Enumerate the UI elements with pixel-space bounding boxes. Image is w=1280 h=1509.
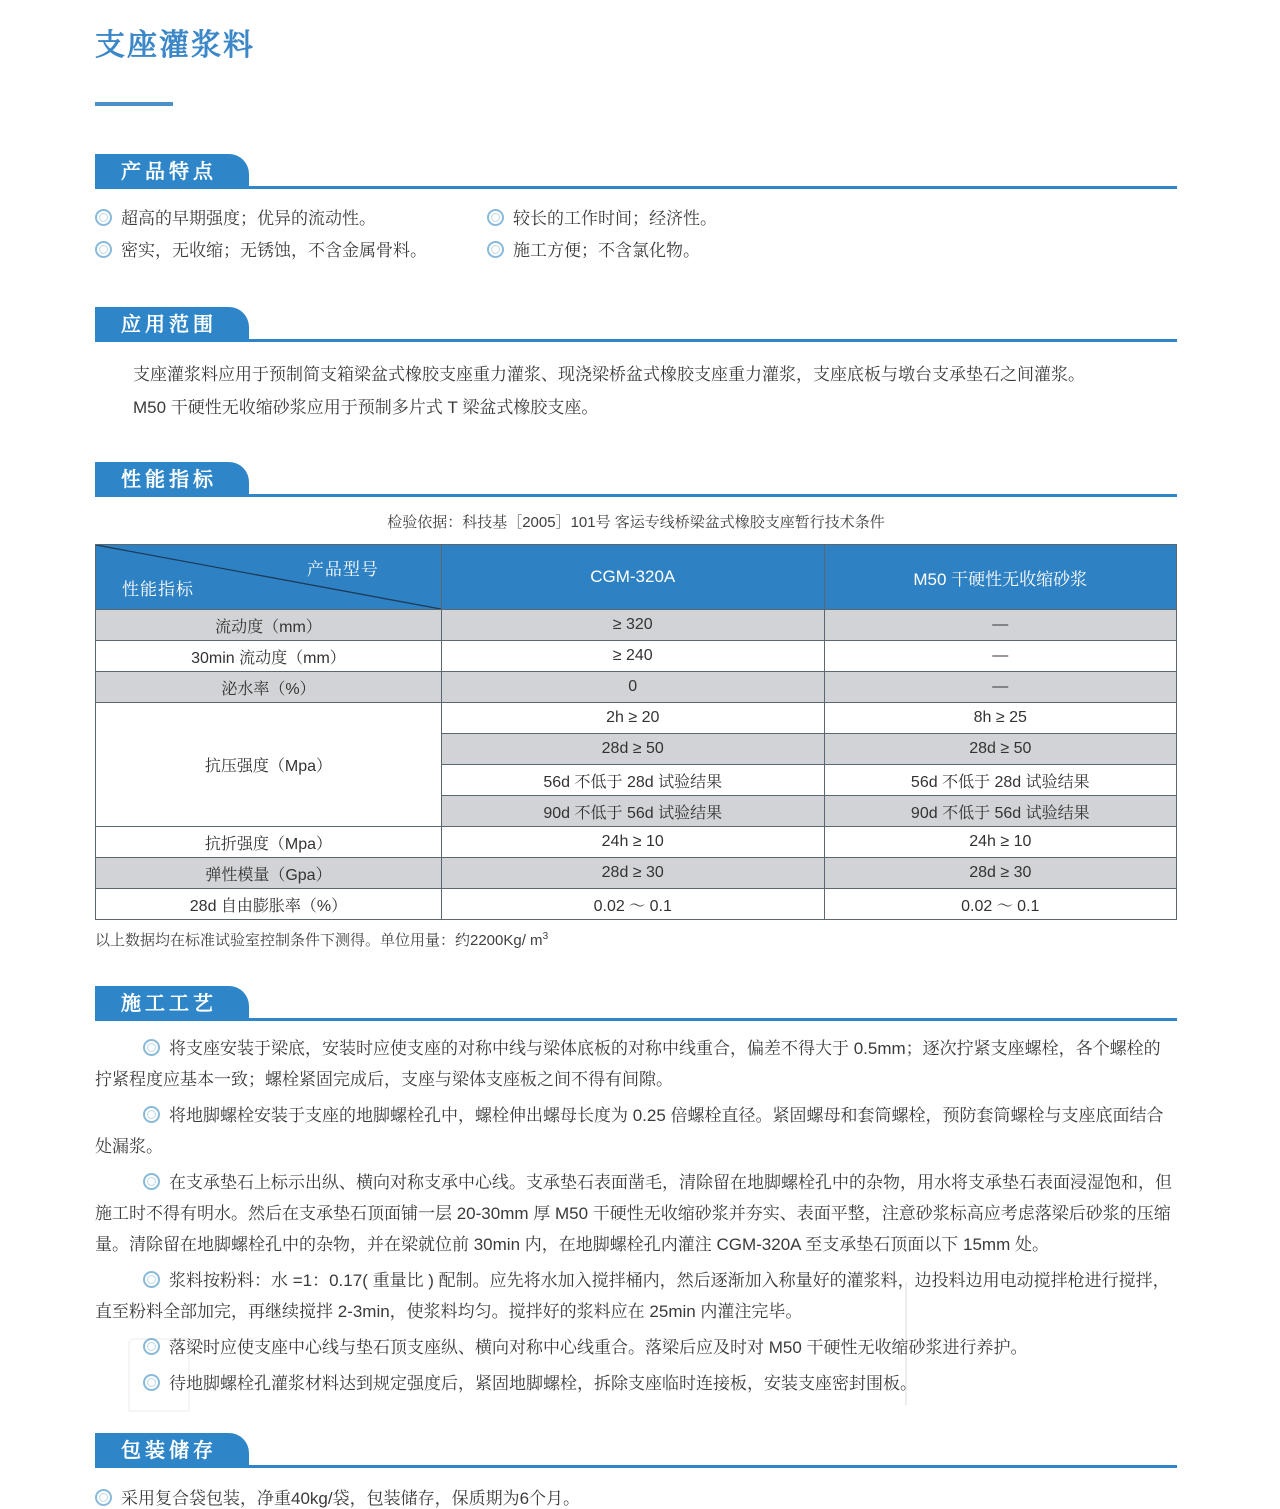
row-label: 流动度（mm）	[96, 610, 442, 641]
construction-steps	[95, 1033, 1177, 1399]
feature-item	[95, 235, 487, 267]
section-badge-features: 产品特点	[95, 154, 249, 189]
table-cell: 56d 不低于 28d 试验结果	[441, 765, 824, 796]
ring-bullet-icon	[143, 1106, 160, 1123]
table-row	[96, 858, 1177, 889]
construction-step	[95, 1368, 1177, 1399]
ring-bullet-icon	[487, 209, 504, 226]
table-cell: —	[824, 610, 1176, 641]
section-header-packaging	[95, 1425, 1177, 1468]
table-cell: ≥ 320	[441, 610, 824, 641]
step-text: 将地脚螺栓安装于支座的地脚螺栓孔中，螺栓伸出螺母长度为 0.25 倍螺栓直径。紧固螺母和套筒螺栓，预防套筒螺栓与支座底面结合处漏浆。	[95, 1106, 1164, 1156]
table-cell: 28d ≥ 50	[441, 734, 824, 765]
table-row	[96, 610, 1177, 641]
table-cell: 28d ≥ 30	[824, 858, 1176, 889]
row-label-compressive-strength: 抗压强度（Mpa）	[96, 703, 442, 827]
table-row	[96, 889, 1177, 920]
table-row	[96, 703, 1177, 734]
construction-step	[95, 1265, 1177, 1327]
table-row	[96, 827, 1177, 858]
table-row	[96, 641, 1177, 672]
step-text: 将支座安装于梁底，安装时应使支座的对称中线与梁体底板的对称中线重合，偏差不得大于 0.5mm；逐次拧紧支座螺栓，各个螺栓的拧紧程度应基本一致；螺栓紧固完成后，支座与梁体支座板之间不得有间隙。	[95, 1039, 1161, 1089]
table-cell: 90d 不低于 56d 试验结果	[441, 796, 824, 827]
title-underline	[95, 102, 173, 106]
step-text: 落梁时应使支座中心线与垫石顶支座纵、横向对称中心线重合。落梁后应及时对 M50 干硬性无收缩砂浆进行养护。	[169, 1338, 1028, 1357]
feature-item	[487, 235, 1177, 267]
feature-item	[487, 203, 1177, 235]
table-cell: 0.02 ～ 0.1	[824, 889, 1176, 920]
row-label: 28d 自由膨胀率（%）	[96, 889, 442, 920]
step-text: 浆料按粉料：水 =1：0.17( 重量比 ) 配制。应先将水加入搅拌桶内，然后逐渐加入称量好的灌浆料，边投料边用电动搅拌枪进行搅拌，直至粉料全部加完，再继续搅拌 2-3min，使浆料均匀。搅拌好的浆料应在 25min 内灌注完毕。	[95, 1271, 1170, 1321]
section-header-application	[95, 299, 1177, 342]
section-header-construction	[95, 978, 1177, 1021]
row-label: 30min 流动度（mm）	[96, 641, 442, 672]
feature-text: 施工方便；不含氯化物。	[513, 241, 700, 260]
footnote-superscript: 3	[542, 931, 549, 942]
section-badge-construction: 施工工艺	[95, 986, 249, 1021]
construction-step	[95, 1167, 1177, 1260]
corner-label-performance-index: 性能指标	[122, 580, 194, 599]
table-cell: 56d 不低于 28d 试验结果	[824, 765, 1176, 796]
ring-bullet-icon	[487, 241, 504, 258]
table-cell: 28d ≥ 30	[441, 858, 824, 889]
table-cell: 24h ≥ 10	[824, 827, 1176, 858]
watermark-line	[905, 1282, 907, 1405]
construction-step	[95, 1332, 1177, 1363]
row-label: 抗折强度（Mpa）	[96, 827, 442, 858]
section-header-performance	[95, 454, 1177, 497]
table-row	[96, 672, 1177, 703]
feature-text: 密实，无收缩；无锈蚀，不含金属骨料。	[121, 241, 427, 260]
application-paragraph: M50 干硬性无收缩砂浆应用于预制多片式 T 梁盆式橡胶支座。	[133, 398, 599, 417]
table-header-row	[96, 545, 1177, 610]
section-badge-packaging: 包装储存	[95, 1433, 249, 1468]
ring-bullet-icon	[95, 209, 112, 226]
application-paragraph: 支座灌浆料应用于预制简支箱梁盆式橡胶支座重力灌浆、现浇梁桥盆式橡胶支座重力灌浆，支座底板与墩台支承垫石之间灌浆。	[133, 365, 1085, 384]
packaging-text: 采用复合袋包装，净重40kg/袋，包装储存，保质期为6个月。	[121, 1489, 581, 1508]
packaging-item	[95, 1484, 1177, 1509]
table-corner-cell	[96, 545, 442, 610]
column-header-cgm320a: CGM-320A	[441, 545, 824, 610]
table-cell: 8h ≥ 25	[824, 703, 1176, 734]
table-cell: 0.02 ～ 0.1	[441, 889, 824, 920]
feature-item	[95, 203, 487, 235]
ring-bullet-icon	[143, 1173, 160, 1190]
performance-table	[95, 544, 1177, 920]
table-cell: ≥ 240	[441, 641, 824, 672]
table-cell: —	[824, 672, 1176, 703]
section-badge-performance: 性能指标	[95, 462, 249, 497]
construction-step	[95, 1033, 1177, 1095]
step-text: 在支承垫石上标示出纵、横向对称支承中心线。支承垫石表面凿毛，清除留在地脚螺栓孔中的杂物，用水将支承垫石表面浸湿饱和，但施工时不得有明水。然后在支承垫石顶面铺一层 20-30mm 厚 M50 干硬性无收缩砂浆并夯实、表面平整，注意砂浆标高应考虑落梁后砂浆的压缩量。清除留在地脚螺栓孔中的杂物，并在梁就位前 30min 内，在地脚螺栓孔内灌注 CGM-320A 至支承垫石顶面以下 15mm 处。	[95, 1173, 1172, 1254]
application-paragraphs	[95, 358, 1177, 424]
corner-label-product-model: 产品型号	[306, 560, 379, 579]
section-header-features	[95, 146, 1177, 189]
table-cell: 28d ≥ 50	[824, 734, 1176, 765]
table-footnote	[95, 929, 1177, 950]
test-basis-note: 检验依据：科技基［2005］101号 客运专线桥梁盆式橡胶支座暂行技术条件	[387, 514, 885, 531]
step-text: 待地脚螺栓孔灌浆材料达到规定强度后，紧固地脚螺栓，拆除支座临时连接板，安装支座密封围板。	[169, 1374, 917, 1393]
footnote-text: 以上数据均在标准试验室控制条件下测得。单位用量：约2200Kg/ m	[95, 932, 543, 949]
table-cell: 24h ≥ 10	[441, 827, 824, 858]
construction-step	[95, 1100, 1177, 1162]
table-cell: 90d 不低于 56d 试验结果	[824, 796, 1176, 827]
section-badge-application: 应用范围	[95, 307, 249, 342]
row-label: 泌水率（%）	[96, 672, 442, 703]
ring-bullet-icon	[143, 1039, 160, 1056]
ring-bullet-icon	[143, 1271, 160, 1288]
ring-bullet-icon	[95, 1489, 112, 1506]
page-title: 支座灌浆料	[95, 29, 255, 62]
column-header-m50: M50 干硬性无收缩砂浆	[824, 545, 1176, 610]
ring-bullet-icon	[95, 241, 112, 258]
table-cell: 2h ≥ 20	[441, 703, 824, 734]
feature-list	[95, 203, 1177, 267]
table-cell: 0	[441, 672, 824, 703]
row-label: 弹性模量（Gpa）	[96, 858, 442, 889]
feature-text: 超高的早期强度；优异的流动性。	[121, 209, 376, 228]
table-cell: —	[824, 641, 1176, 672]
watermark-bag-image	[128, 1338, 190, 1412]
feature-text: 较长的工作时间；经济性。	[513, 209, 717, 228]
